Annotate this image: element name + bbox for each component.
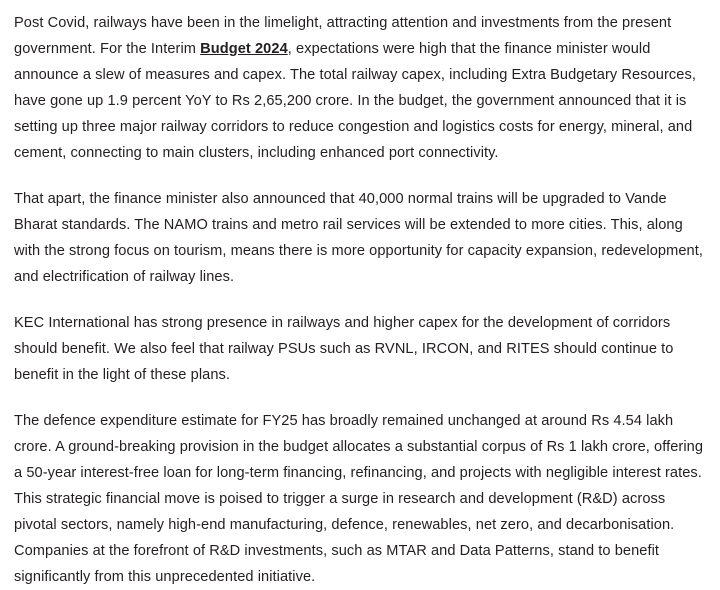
- paragraph: [14, 408, 706, 590]
- paragraph: [14, 310, 706, 388]
- paragraph-text: , expectations were high that the finance minister would announce a slew of measures and capex. The total railway capex, including Extra Budgetary Resources, have gone up 1.9 percent YoY to Rs 2,65,200 crore. In the budget, the government announced that it is setting up three major railway corridors to reduce congestion and logistics costs for energy, mineral, and cement, connecting to main clusters, including enhanced port connectivity.: [14, 41, 696, 161]
- inline-link[interactable]: Budget 2024: [200, 41, 288, 57]
- paragraph: [14, 186, 706, 290]
- paragraph-text: The defence expenditure estimate for FY25 has broadly remained unchanged at around Rs 4.54 lakh crore. A ground-breaking provision in the budget allocates a substantial corpus of Rs 1 lakh crore, offering a 50-year interest-free loan for long-term financing, refinancing, and projects with negligible interest rates. This strategic financial move is poised to trigger a surge in research and development (R&D) across pivotal sectors, namely high-end manufacturing, defence, renewables, net zero, and decarbonisation. Companies at the forefront of R&D investments, such as MTAR and Data Patterns, stand to benefit significantly from this unprecedented initiative.: [14, 413, 704, 585]
- paragraph: [14, 10, 706, 166]
- paragraph-text: KEC International has strong presence in railways and higher capex for the development of corridors should benefit. We also feel that railway PSUs such as RVNL, IRCON, and RITES should continue to benefit in the light of these plans.: [14, 315, 674, 383]
- paragraph-text: Post Covid, railways have been in the limelight, attracting attention and investments from the present government. For the Interim: [14, 15, 672, 57]
- paragraph-text: That apart, the finance minister also announced that 40,000 normal trains will be upgraded to Vande Bharat standards. The NAMO trains and metro rail services will be extended to more cities. This, along with the strong focus on tourism, means there is more opportunity for capacity expansion, redevelopment, and electrification of railway lines.: [14, 191, 703, 285]
